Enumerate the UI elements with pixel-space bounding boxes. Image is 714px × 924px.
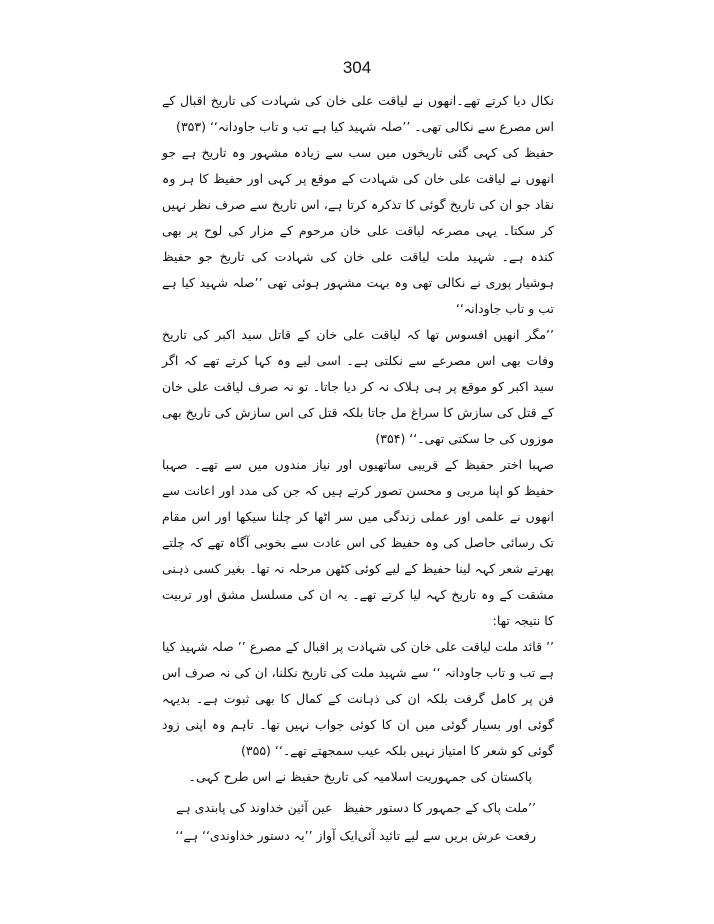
verse-line-2 (176, 822, 536, 850)
page-number: 304 (342, 58, 372, 77)
paragraph-1: نکال دیا کرتے تھے۔انھوں نے لیاقت علی خان کی شہادت کی تاریخ اقبال کے اس مصرع سے نکالی تھی۔ ’’صلہ شہید کیا ہے تب و تاب جاودانہ‘‘ (۳۵۳) (162, 93, 554, 134)
verse-block (176, 794, 536, 850)
body-text (162, 88, 554, 790)
paragraph-2: حفیظ کی کہی گئی تاریخوں میں سب سے زیادہ مشہور وہ تاریخ ہے جو انھوں نے لیاقت علی خان کی شہادت کے موقع پر کہی اور حفیظ کا ہر وہ نقاد جو ان کی تاریخ گوئی کا تذکرہ کرتا ہے، اس تاریخ سے صرف نظر نہیں کر سکتا۔ یہی مصرعہ لیاقت علی خان مرحوم کے مزار کی لوح پر بھی کندہ ہے۔ شہید ملت لیاقت علی خان کی شہادت کی تاریخ جو حفیظ ہوشیار پوری نے نکالی تھی وہ بہت مشہور ہوئی تھی ’’صلہ شہید کیا ہے تب و تاب جاودانہ‘‘ (162, 145, 554, 316)
paragraph-3: ’’مگر انھیں افسوس تھا کہ لیاقت علی خان کے قاتل سید اکبر کی تاریخ وفات بھی اس مصرعے سے نکلتی ہے۔ اسی لیے وہ کہا کرتے تھے کہ اگر سید اکبر کو موقع پر ہی ہلاک نہ کر دیا جاتا۔ تو نہ صرف لیاقت علی خان کے قتل کی سازش کا سراغ مل جاتا بلکہ قتل کی اس سازش کی تاریخ بھی موزوں کی جا سکتی تھی۔‘‘ (۳۵۴) (162, 327, 554, 446)
verse-line-1 (176, 794, 536, 822)
verse-1-second-half: عین آئین خداوند کی پابندی ہے (176, 800, 333, 815)
paragraph-6: پاکستان کی جمہوریت اسلامیہ کی تاریخ حفیظ نے اس طرح کہی۔ (188, 769, 532, 784)
verse-2-first-half: رفعت عرش بریں سے لیے تائید آئی (357, 828, 536, 843)
verse-2-second-half: ایک آواز ’’یہ دستور خداوندی‘‘ ہے‘‘ (175, 828, 358, 843)
paragraph-4: صہبا اختر حفیظ کے قریبی ساتھیوں اور نیاز مندوں میں سے تھے۔ صہبا حفیظ کو اپنا مربی و محسن تصور کرتے ہیں کہ جن کی مدد اور اعانت سے انھوں نے علمی اور عملی زندگی میں سر اٹھا کر چلنا سیکھا اور اس مقام تک رسائی حاصل کی وہ حفیظ کی اس عادت سے بخوبی آگاہ تھے کہ چلتے پھرتے شعر کہہ لینا حفیظ کے لیے کوئی کٹھن مرحلہ نہ تھا۔ بغیر کسی ذہنی مشقت کے وہ تاریخ کہہ لیا کرتے تھے۔ یہ ان کی مسلسل مشق اور تربیت کا نتیجہ تھا: (162, 457, 554, 628)
verse-1-first-half: ’’ملت پاک کے جمہور کا دستور حفیظ (342, 800, 536, 815)
paragraph-5: ’’ قائد ملت لیاقت علی خان کی شہادت پر اقبال کے مصرع ’’ صلہ شہید کیا ہے تب و تاب جاودانہ ‘‘ سے شہید ملت کی تاریخ نکلنا، ان کی نہ صرف اس فن پر کامل گرفت بلکہ ان کی ذہانت کے کمال کا بھی ثبوت ہے۔ بدیہہ گوئی اور بسیار گوئی میں ان کا کوئی جواب نہیں تھا۔ تاہم وہ اپنی زود گوئی کو شعر کا امتیاز نہیں بلکہ عیب سمجھتے تھے۔‘‘ (۳۵۵) (162, 639, 554, 758)
